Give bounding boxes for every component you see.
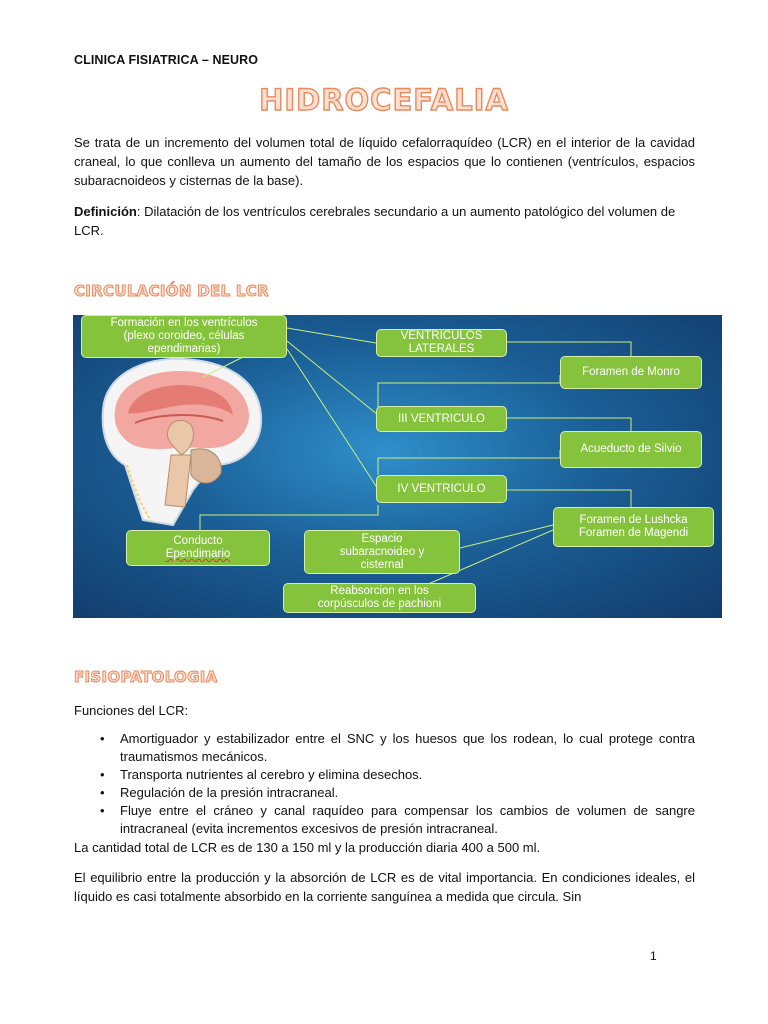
box-foramen-monro [560,356,702,389]
box-fourth-ventricle [376,475,507,503]
bullet-icon: • [100,767,105,782]
box-subarac-line-2: subaracnoideo y [339,545,425,558]
brain-illustration-icon [103,359,261,525]
box-formation-line-3: ependimarias) [147,343,221,355]
list-item: • Amortiguador y estabilizador entre el SNC y los huesos que los rodean, lo cual protege contra traumatismos mecánicos. [100,731,695,764]
functions-intro: Funciones del LCR: [74,703,189,718]
box-foramen-lushcka [553,507,714,547]
box-reabs-line-1: Reabsorcion en los [330,585,429,597]
list-item: • Regulación de la presión intracraneal. [100,785,339,800]
quantity-paragraph: La cantidad total de LCR es de 130 a 150 ml y la producción diaria 400 a 500 ml. [74,840,541,855]
box-third-label: III VENTRICULO [398,412,485,425]
box-reabsorcion [283,583,476,613]
bullet-icon: • [100,785,105,800]
box-subarac-line-3: cisternal [360,558,404,571]
document-title: HIDROCEFALIA [259,83,509,117]
box-espacio-subaracnoideo [304,530,460,574]
box-third-ventricle [376,406,507,432]
box-acueducto-silvio [560,431,702,468]
list-item: • Transporta nutrientes al cerebro y elimina desechos. [100,767,423,782]
equilibrium-paragraph: El equilibrio entre la producción y la absorción de LCR es de vital importancia. En condiciones ideales, el líquido es casi totalmente absorbido en la corriente sanguínea a medida que circula. Sin [74,870,695,904]
box-formation [81,315,287,358]
box-lushcka-line-2: Foramen de Magendi [578,527,689,539]
box-subarac-line-1: Espacio [361,532,403,545]
box-lateral-line-1: VENTRICULOS [400,330,483,342]
list-item: • Fluye entre el cráneo y canal raquídeo para compensar los cambios de volumen de sangre intracraneal (evita incrementos excesivos de presión intracraneal. [100,803,695,836]
page-number: 1 [650,949,657,963]
document-header: CLINICA FISIATRICA – NEURO [74,53,259,67]
box-conducto-ependimario [126,530,270,566]
box-lateral-ventricles [376,329,507,357]
definition-paragraph [74,202,695,240]
box-silvio-label: Acueducto de Silvio [580,443,682,455]
definition-label: Definición [74,204,137,219]
box-formation-line-2: (plexo coroideo, células [123,330,245,342]
box-fourth-label: IV VENTRICULO [397,482,486,495]
box-lushcka-line-1: Foramen de Lushcka [579,514,688,526]
box-monro-label: Foramen de Monro [582,366,680,378]
bullet-icon: • [100,731,105,746]
box-lateral-line-2: LATERALES [408,343,475,355]
section-heading-circulation: CIRCULACIÓN DEL LCR [74,282,269,300]
bullet-icon: • [100,803,105,818]
box-ependimario-line-2: Ependimario [165,548,231,560]
definition-text: : Dilatación de los ventrículos cerebrales secundario a un aumento patológico del volumen de LCR. [74,204,676,238]
functions-list [74,730,695,838]
lcr-circulation-diagram [73,315,722,618]
box-ependimario-line-1: Conducto [173,535,223,547]
section-heading-fisiopatologia: FISIOPATOLOGIA [74,668,218,686]
intro-paragraph: Se trata de un incremento del volumen total de líquido cefalorraquídeo (LCR) en el interior de la cavidad craneal, lo que conlleva un aumento del tamaño de los espacios que lo contienen (ventrículos, espacios subaracnoideos y cisternas de la base). [74,135,695,188]
box-formation-line-1: Formación en los ventrículos [110,317,258,329]
box-reabs-line-2: corpúsculos de pachioni [317,598,442,610]
